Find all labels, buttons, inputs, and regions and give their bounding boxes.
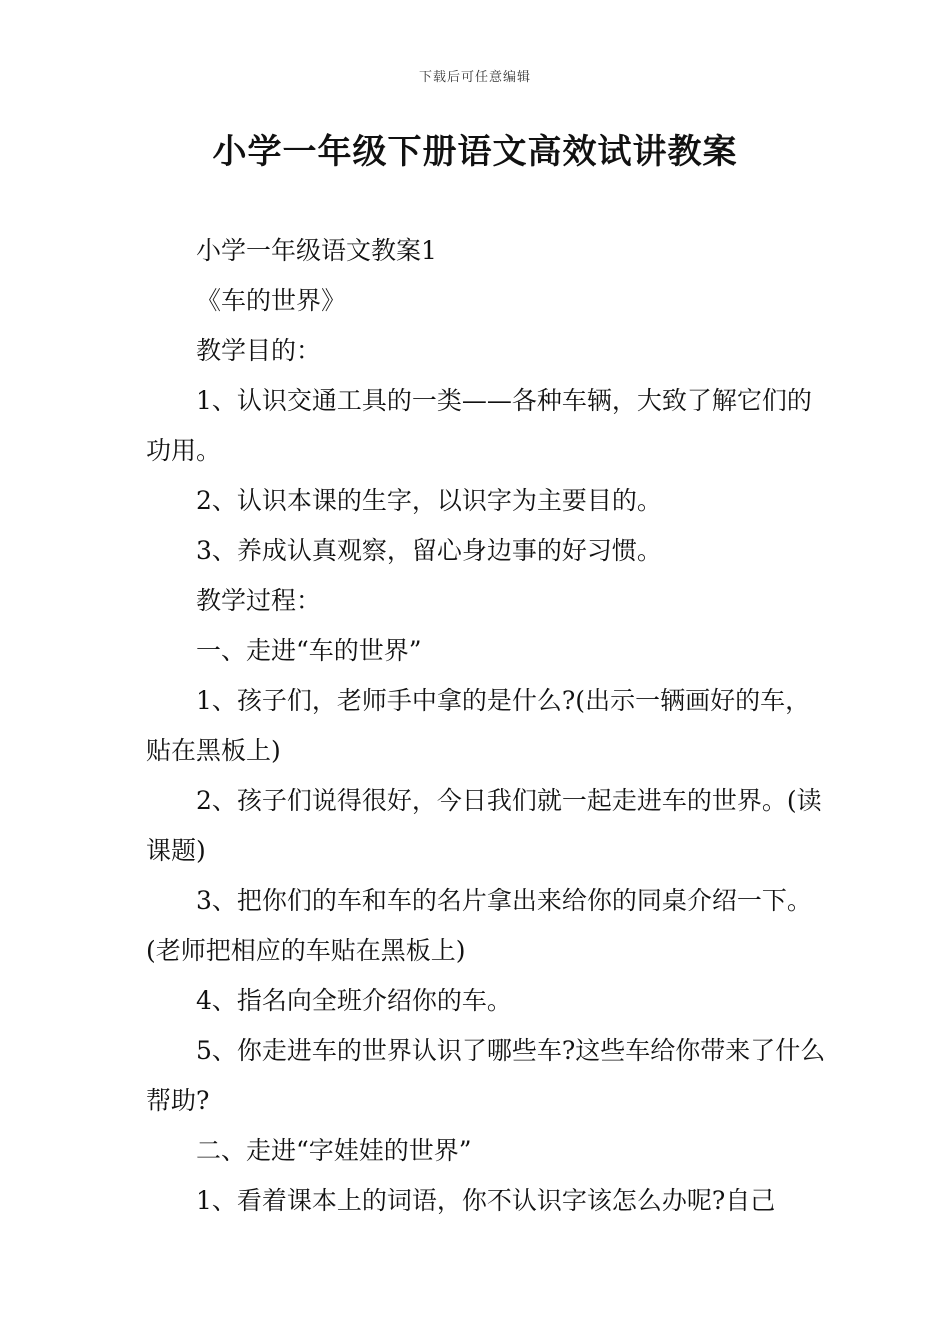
paragraph-lesson-heading: 小学一年级语文教案1 bbox=[196, 236, 437, 265]
paragraph-objective-3: 3、养成认真观察，留心身边事的好习惯。 bbox=[196, 536, 662, 565]
paragraph-section-2-step-1: 1、看着课本上的词语，你不认识字该怎么办呢?自己 bbox=[196, 1186, 776, 1215]
paragraph-step-5: 5、你走进车的世界认识了哪些车?这些车给你带来了什么帮助? bbox=[146, 1036, 826, 1115]
paragraph-step-4: 4、指名向全班介绍你的车。 bbox=[196, 986, 512, 1015]
paragraph-section-2-heading: 二、走进“字娃娃的世界” bbox=[196, 1136, 472, 1165]
paragraph-step-2: 2、孩子们说得很好，今日我们就一起走进车的世界。(读课题) bbox=[146, 786, 822, 865]
paragraph-section-1-heading: 一、走进“车的世界” bbox=[196, 636, 422, 665]
paragraph-objective-1: 1、认识交通工具的一类——各种车辆，大致了解它们的功用。 bbox=[146, 386, 812, 465]
paragraph-objective-2: 2、认识本课的生字，以识字为主要目的。 bbox=[196, 486, 662, 515]
paragraph-step-1: 1、孩子们，老师手中拿的是什么?(出示一辆画好的车，贴在黑板上) bbox=[146, 686, 811, 765]
header-note: 下载后可任意编辑 bbox=[418, 70, 531, 85]
paragraph-lesson-title: 《车的世界》 bbox=[196, 286, 347, 315]
document-title: 小学一年级下册语文高效试讲教案 bbox=[212, 132, 738, 172]
paragraph-objectives-heading: 教学目的： bbox=[196, 336, 322, 365]
paragraph-step-3: 3、把你们的车和车的名片拿出来给你的同桌介绍一下。(老师把相应的车贴在黑板上) bbox=[146, 886, 812, 965]
document-body bbox=[146, 226, 826, 1226]
paragraph-process-heading: 教学过程： bbox=[196, 586, 322, 615]
